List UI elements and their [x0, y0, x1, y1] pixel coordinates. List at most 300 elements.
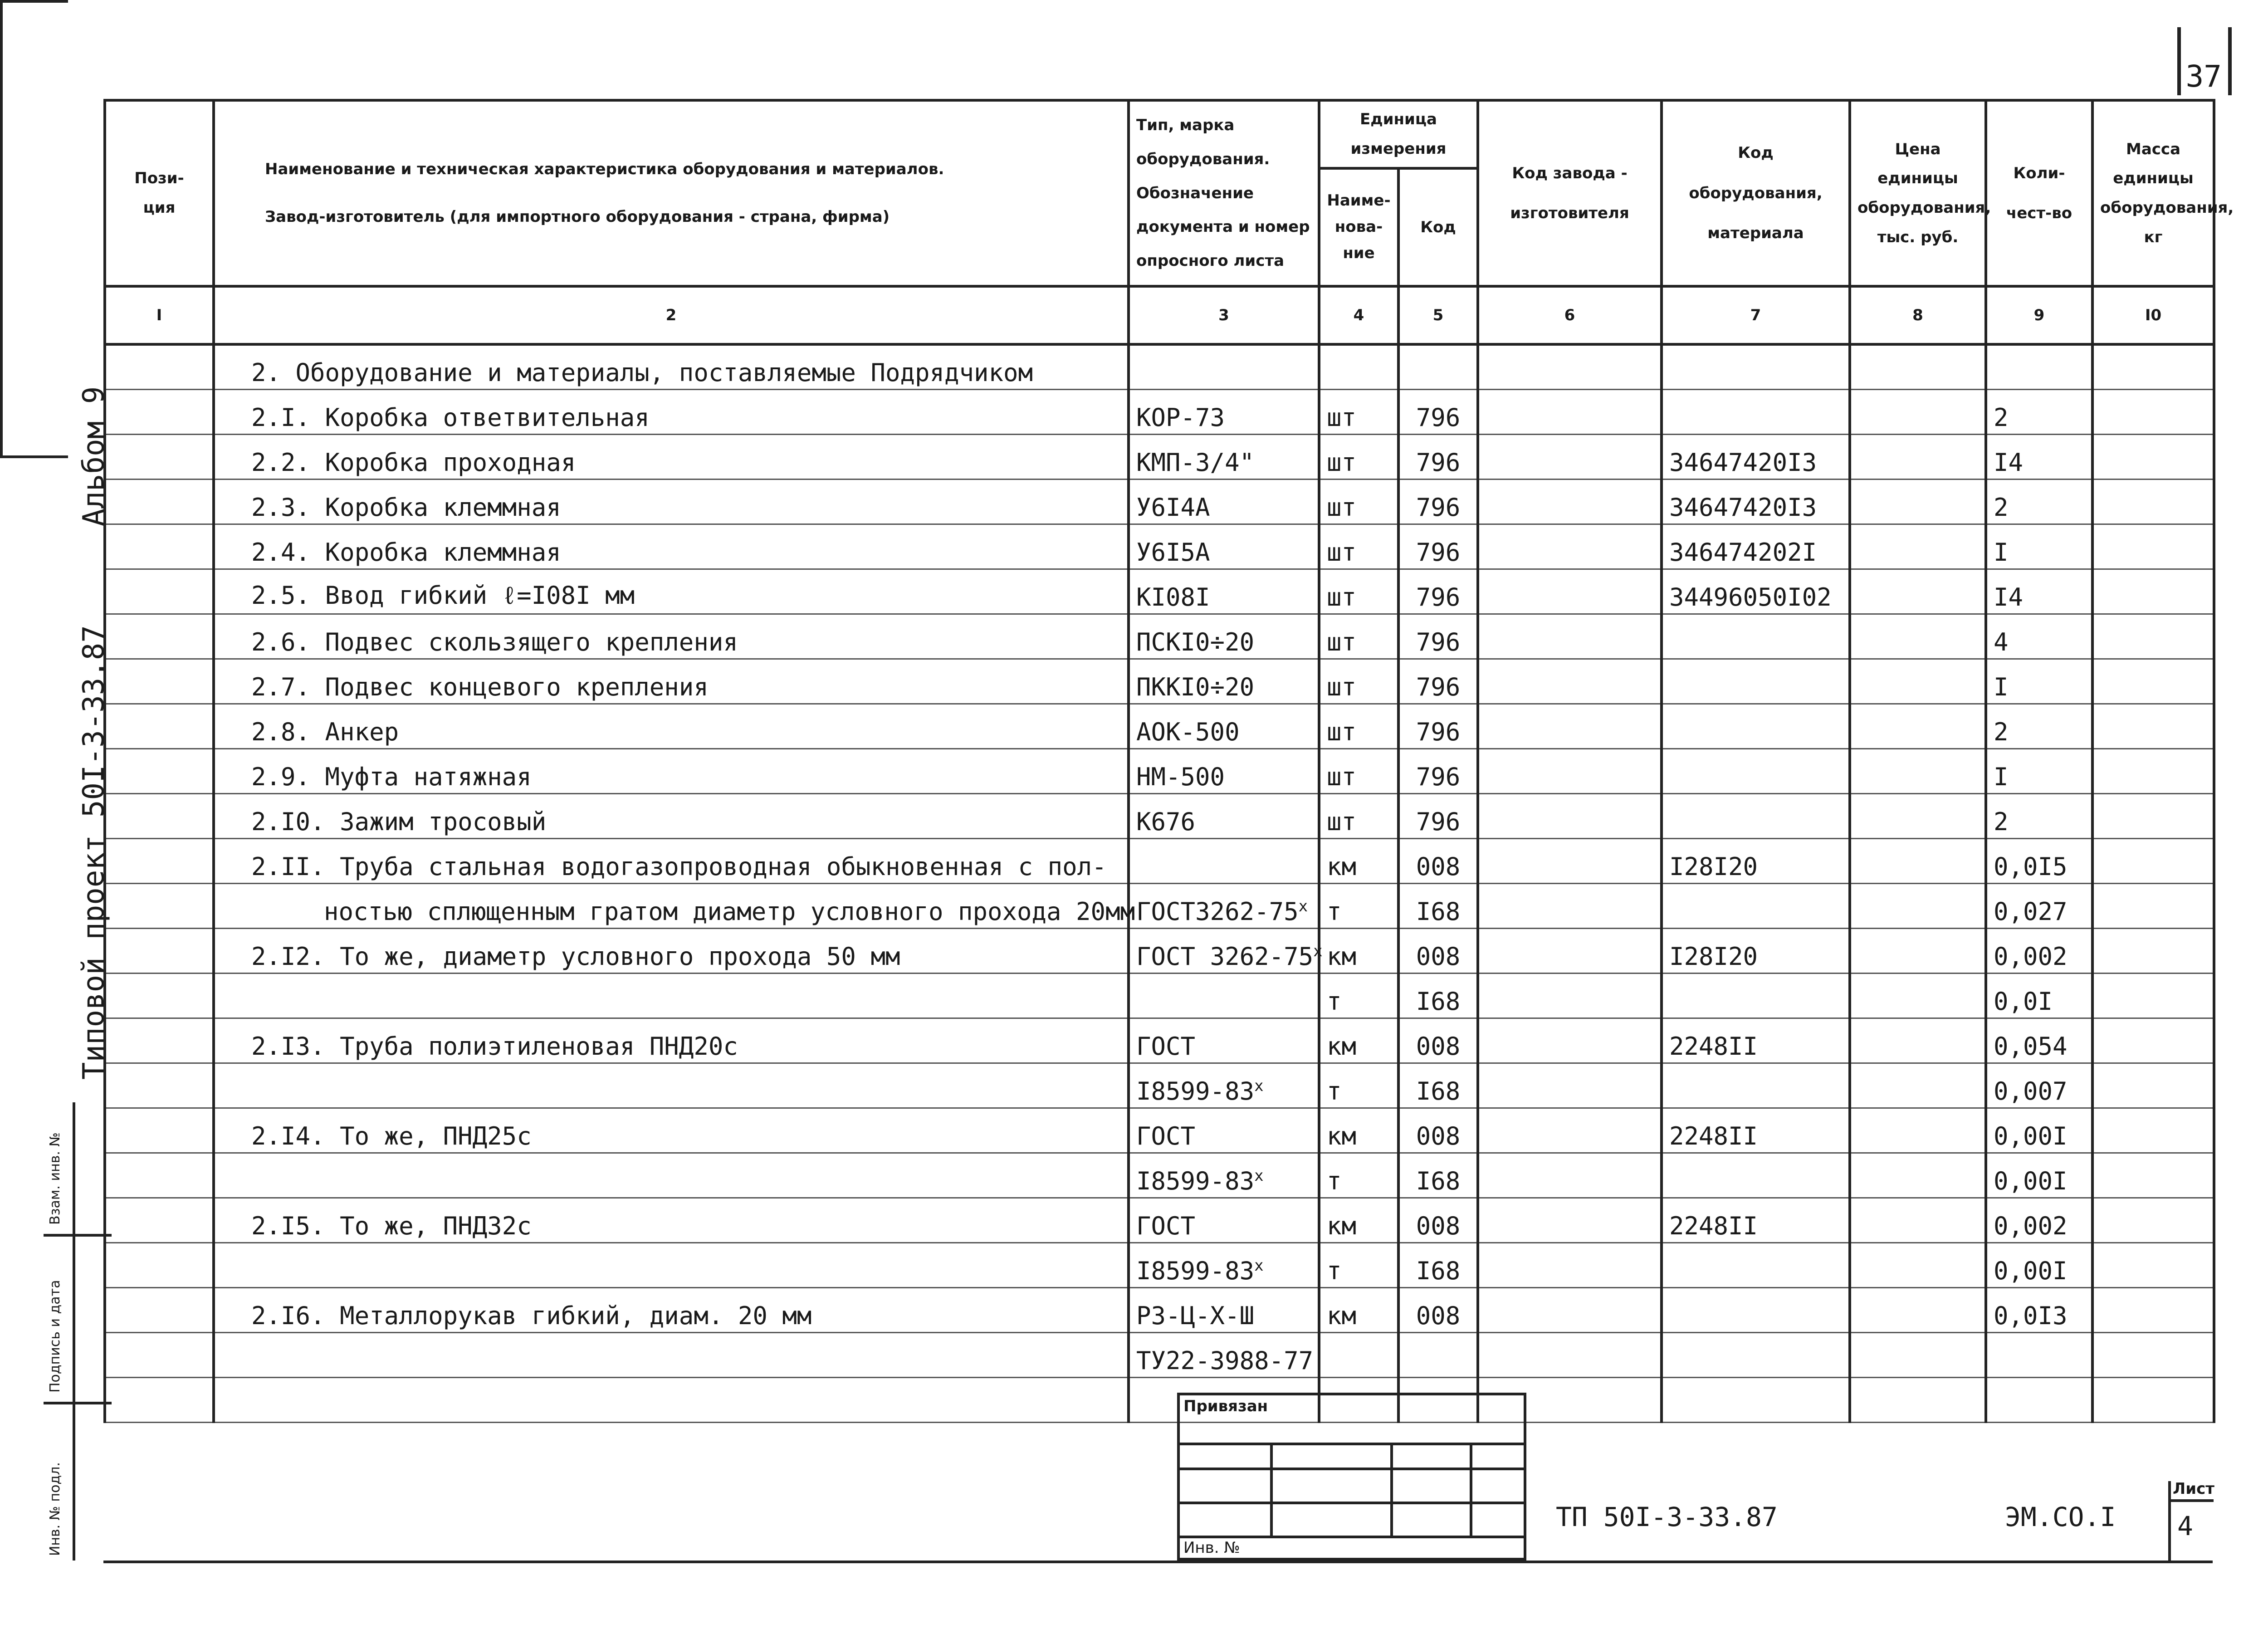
cell-pos [105, 569, 214, 614]
cell-code-text: I68 [1416, 1076, 1461, 1106]
cell-mfr [1478, 1063, 1662, 1108]
cell-unit-text: км [1327, 1032, 1357, 1061]
stamp-label-signature: Подпись и дата [47, 1280, 63, 1393]
cell-price [1850, 704, 1986, 749]
cell-qty-text: 2 [1994, 717, 2009, 746]
cell-pos [105, 434, 214, 479]
cell-price [1850, 838, 1986, 883]
cell-mfr [1478, 793, 1662, 838]
cell-unit [1319, 524, 1398, 569]
cell-unit-text: шт [1327, 448, 1357, 477]
cell-name [214, 524, 1129, 569]
cell-mfr [1478, 344, 1662, 389]
title-block-line [1177, 1536, 1526, 1538]
cell-qty-text: I [1994, 672, 2009, 701]
cell-mfr [1478, 524, 1662, 569]
cell-price [1850, 1377, 1986, 1422]
cell-pos [105, 344, 214, 389]
cell-code-text: 796 [1416, 627, 1461, 656]
stamp-divider [44, 1234, 112, 1237]
cell-qty [1986, 928, 2092, 973]
cell-mfr [1478, 928, 1662, 973]
col-header-qty: Коли-чест-во [1986, 100, 2092, 286]
cell-qty [1986, 793, 2092, 838]
cell-type-text: Р3-Ц-Х-Ш [1136, 1301, 1255, 1330]
cell-unit-text: шт [1327, 582, 1357, 612]
cell-unit [1319, 614, 1398, 659]
cell-price [1850, 569, 1986, 614]
col-header-name-line1: Наименование и техническая характеристика оборудования и материалов. [265, 160, 944, 179]
cell-unit [1319, 479, 1398, 524]
cell-type [1129, 659, 1319, 704]
cell-name-text: 2.3. Коробка клеммная [251, 493, 561, 522]
cell-type-text: АОК-500 [1136, 717, 1240, 746]
cell-equip [1662, 838, 1850, 883]
cell-mass [2092, 659, 2214, 704]
cell-qty-text: 0,054 [1994, 1032, 2068, 1061]
cell-code [1398, 1063, 1478, 1108]
cell-qty [1986, 479, 2092, 524]
cell-price [1850, 793, 1986, 838]
col-header-type: Тип, марка оборудования. Обозначение документа и номер опросного листа [1129, 100, 1319, 286]
cell-code [1398, 389, 1478, 434]
cell-equip [1662, 1377, 1850, 1422]
cell-price [1850, 1153, 1986, 1198]
cell-unit-text: шт [1327, 762, 1357, 791]
cell-mass [2092, 1243, 2214, 1287]
cell-code-text: 796 [1416, 538, 1461, 567]
cell-pos [105, 1198, 214, 1243]
column-number-row [105, 286, 2214, 344]
cell-equip [1662, 1108, 1850, 1153]
cell-code-text: 008 [1416, 1211, 1461, 1240]
cell-code [1398, 1243, 1478, 1287]
cell-equip-text: 346474202I [1669, 538, 1817, 567]
cell-pos [105, 389, 214, 434]
cell-mfr [1478, 569, 1662, 614]
cell-name [214, 1063, 1129, 1108]
cell-type-text: I8599-83 [1136, 1256, 1255, 1285]
cell-qty [1986, 614, 2092, 659]
cell-name-text: 2.I4. То же, ПНД25с [251, 1121, 532, 1150]
cell-equip [1662, 704, 1850, 749]
cell-price [1850, 524, 1986, 569]
cell-type [1129, 1332, 1319, 1377]
cell-qty [1986, 973, 2092, 1018]
cell-qty-text: 0,007 [1994, 1076, 2068, 1106]
cell-pos [105, 1332, 214, 1377]
cell-unit-text: т [1327, 987, 1342, 1016]
cell-mfr [1478, 1018, 1662, 1063]
cell-pos [105, 749, 214, 793]
cell-equip [1662, 883, 1850, 928]
cell-name-text: 2.7. Подвес концевого крепления [251, 672, 709, 701]
cell-mass [2092, 1108, 2214, 1153]
cell-type-text: ГОСТ [1136, 1211, 1196, 1240]
table-row [105, 1198, 2214, 1243]
stamp-divider [73, 1102, 75, 1561]
cell-qty-text: 0,002 [1994, 942, 2068, 971]
cell-unit-text: шт [1327, 807, 1357, 836]
cell-mass [2092, 704, 2214, 749]
column-number: 3 [1129, 286, 1319, 344]
cell-mfr [1478, 973, 1662, 1018]
margin-stamp [0, 0, 68, 458]
cell-code-text: I68 [1416, 987, 1461, 1016]
cell-mass [2092, 928, 2214, 973]
cell-equip [1662, 928, 1850, 973]
cell-code-text: 796 [1416, 448, 1461, 477]
cell-mass [2092, 524, 2214, 569]
table-row [105, 344, 2214, 389]
column-number: 4 [1319, 286, 1398, 344]
sheet-box-line [2168, 1499, 2214, 1502]
cell-qty-text: 0,0I3 [1994, 1301, 2068, 1330]
frame-bottom-line [103, 1561, 2213, 1563]
cell-qty [1986, 389, 2092, 434]
column-number: 6 [1478, 286, 1662, 344]
privyazan-label: Привязан [1183, 1397, 1268, 1415]
cell-unit-text: км [1327, 1301, 1357, 1330]
cell-equip [1662, 973, 1850, 1018]
cell-qty [1986, 749, 2092, 793]
cell-qty [1986, 569, 2092, 614]
cell-mass [2092, 749, 2214, 793]
cell-qty-text: 0,00I [1994, 1256, 2068, 1285]
title-block-line [1177, 1443, 1526, 1445]
cell-mass [2092, 479, 2214, 524]
cell-name [214, 1198, 1129, 1243]
cell-type [1129, 569, 1319, 614]
cell-equip-text: 2248II [1669, 1211, 1758, 1240]
col-header-name [214, 100, 1129, 286]
cell-mass [2092, 614, 2214, 659]
cell-mass [2092, 1377, 2214, 1422]
cell-code-text: I68 [1416, 1166, 1461, 1195]
cell-name-text: 2.II. Труба стальная водогазопроводная обыкновенная с пол- [251, 852, 1107, 881]
cell-mass [2092, 883, 2214, 928]
cell-price [1850, 434, 1986, 479]
cell-unit-text: шт [1327, 627, 1357, 656]
cell-mfr [1478, 1153, 1662, 1198]
cell-pos [105, 973, 214, 1018]
cell-qty [1986, 659, 2092, 704]
cell-code-text: 796 [1416, 762, 1461, 791]
table-row [105, 793, 2214, 838]
cell-name [214, 434, 1129, 479]
cell-mfr [1478, 838, 1662, 883]
cell-equip [1662, 659, 1850, 704]
cell-qty [1986, 1332, 2092, 1377]
cell-equip [1662, 614, 1850, 659]
cell-name-text: 2.4. Коробка клеммная [251, 538, 561, 567]
cell-code-text: 796 [1416, 717, 1461, 746]
cell-mass [2092, 1287, 2214, 1332]
cell-type [1129, 479, 1319, 524]
table-row [105, 524, 2214, 569]
cell-pos [105, 838, 214, 883]
cell-unit [1319, 1153, 1398, 1198]
cell-unit-text: км [1327, 852, 1357, 881]
cell-pos [105, 614, 214, 659]
cell-price [1850, 1018, 1986, 1063]
cell-code [1398, 1287, 1478, 1332]
cell-mfr [1478, 704, 1662, 749]
cell-code [1398, 749, 1478, 793]
cell-pos [105, 793, 214, 838]
table-row [105, 1287, 2214, 1332]
cell-code-text: 796 [1416, 493, 1461, 522]
cell-equip [1662, 1243, 1850, 1287]
cell-type-text: ГОСТ [1136, 1032, 1196, 1061]
cell-name-text: 2.6. Подвес скользящего крепления [251, 627, 738, 656]
table-row [105, 659, 2214, 704]
cell-type-text: НМ-500 [1136, 762, 1225, 791]
cell-pos [105, 883, 214, 928]
cell-type-superscript: x [1298, 897, 1308, 915]
cell-mfr [1478, 389, 1662, 434]
cell-equip [1662, 434, 1850, 479]
cell-code-text: 008 [1416, 942, 1461, 971]
cell-code [1398, 524, 1478, 569]
cell-equip [1662, 344, 1850, 389]
cell-unit [1319, 1108, 1398, 1153]
table-row [105, 1063, 2214, 1108]
cell-mfr [1478, 614, 1662, 659]
cell-name [214, 569, 1129, 614]
cell-pos [105, 1377, 214, 1422]
col-header-name-line2: Завод-изготовитель (для импортного оборудования - страна, фирма) [265, 208, 890, 226]
cell-type [1129, 1198, 1319, 1243]
cell-type-text: ТУ22-3988-77 [1136, 1346, 1314, 1375]
cell-unit-text: т [1327, 897, 1342, 926]
cell-name-text: 2.9. Муфта натяжная [251, 762, 532, 791]
cell-type [1129, 1153, 1319, 1198]
cell-unit [1319, 1287, 1398, 1332]
cell-type-superscript: x [1313, 942, 1323, 960]
table-row [105, 434, 2214, 479]
cell-qty-text: I4 [1994, 448, 2024, 477]
cell-type-superscript: x [1254, 1076, 1264, 1095]
page-number: 37 [2177, 27, 2232, 95]
cell-unit [1319, 389, 1398, 434]
cell-code [1398, 1332, 1478, 1377]
cell-name [214, 749, 1129, 793]
cell-mass [2092, 344, 2214, 389]
cell-equip [1662, 1198, 1850, 1243]
cell-mass [2092, 793, 2214, 838]
cell-type-text: У6I5А [1136, 538, 1210, 567]
cell-qty [1986, 883, 2092, 928]
cell-unit [1319, 1018, 1398, 1063]
cell-type-text: ПСКI0÷20 [1136, 627, 1255, 656]
cell-code [1398, 883, 1478, 928]
cell-pos [105, 524, 214, 569]
cell-name [214, 1377, 1129, 1422]
cell-qty-text: I4 [1994, 582, 2024, 612]
cell-mass [2092, 434, 2214, 479]
cell-mass [2092, 1198, 2214, 1243]
cell-name [214, 1108, 1129, 1153]
cell-qty-text: 2 [1994, 403, 2009, 432]
cell-type-text: У6I4А [1136, 493, 1210, 522]
cell-type-text: ПККI0÷20 [1136, 672, 1255, 701]
cell-price [1850, 479, 1986, 524]
cell-price [1850, 614, 1986, 659]
cell-price [1850, 749, 1986, 793]
cell-code-text: 796 [1416, 807, 1461, 836]
cell-unit-text: шт [1327, 403, 1357, 432]
table-row [105, 749, 2214, 793]
cell-mass [2092, 973, 2214, 1018]
cell-mfr [1478, 883, 1662, 928]
cell-mass [2092, 389, 2214, 434]
column-number: 7 [1662, 286, 1850, 344]
cell-qty [1986, 1018, 2092, 1063]
cell-qty [1986, 1063, 2092, 1108]
cell-unit [1319, 749, 1398, 793]
album-label: Альбом 9 [77, 386, 111, 526]
cell-type [1129, 883, 1319, 928]
cell-type-text: К676 [1136, 807, 1196, 836]
col-header-equip-code: Код оборудования, материала [1662, 100, 1850, 286]
cell-code [1398, 614, 1478, 659]
cell-unit-text: т [1327, 1256, 1342, 1285]
cell-equip-text: 34647420I3 [1669, 448, 1817, 477]
cell-price [1850, 659, 1986, 704]
cell-type [1129, 838, 1319, 883]
cell-unit-text: шт [1327, 672, 1357, 701]
cell-code [1398, 973, 1478, 1018]
cell-type-text: I8599-83 [1136, 1166, 1255, 1195]
cell-price [1850, 1198, 1986, 1243]
col-header-mfr-code: Код завода - изготовителя [1478, 100, 1662, 286]
stamp-label-replace: Взам. инв. № [47, 1132, 63, 1225]
document-mark: ЭМ.СО.I [2005, 1502, 2116, 1532]
cell-code [1398, 1198, 1478, 1243]
cell-name-text: 2.8. Анкер [251, 717, 399, 746]
cell-qty [1986, 1153, 2092, 1198]
cell-price [1850, 389, 1986, 434]
cell-qty-text: I [1994, 762, 2009, 791]
cell-mass [2092, 1063, 2214, 1108]
cell-mfr [1478, 659, 1662, 704]
table-row [105, 1108, 2214, 1153]
cell-code [1398, 1018, 1478, 1063]
sheet-label: Лист [2173, 1480, 2214, 1498]
cell-type [1129, 928, 1323, 973]
cell-qty-text: 0,002 [1994, 1211, 2068, 1240]
cell-equip-text: 34496050I02 [1669, 582, 1832, 612]
cell-mass [2092, 1153, 2214, 1198]
cell-pos [105, 1063, 214, 1108]
cell-equip [1662, 389, 1850, 434]
cell-mfr [1478, 1108, 1662, 1153]
cell-price [1850, 1287, 1986, 1332]
cell-unit [1319, 1063, 1398, 1108]
cell-name-text: 2.I0. Зажим тросовый [251, 807, 547, 836]
cell-equip-text: 2248II [1669, 1032, 1758, 1061]
cell-qty-text: 2 [1994, 807, 2009, 836]
cell-mfr [1478, 479, 1662, 524]
cell-type-superscript: x [1254, 1256, 1264, 1275]
specification-table [103, 99, 2234, 1423]
cell-name-text: ностью сплющенным гратом диаметр условного прохода 20мм [324, 897, 1135, 926]
cell-code [1398, 569, 1478, 614]
cell-unit [1319, 434, 1398, 479]
cell-name [214, 973, 1129, 1018]
col-header-price: Цена единицы оборудования, тыс. руб. [1850, 100, 1986, 286]
title-block-line [1390, 1443, 1393, 1536]
cell-type-text: ГОСТ3262-75 [1136, 897, 1299, 926]
cell-unit-text: шт [1327, 493, 1357, 522]
cell-code [1398, 1108, 1478, 1153]
cell-code [1398, 838, 1478, 883]
table-row [105, 569, 2214, 614]
cell-name-text: 2. Оборудование и материалы, поставляемые Подрядчиком [251, 358, 1033, 387]
cell-price [1850, 1332, 1986, 1377]
cell-type-text: КI08I [1136, 582, 1210, 612]
cell-unit [1319, 1332, 1398, 1377]
cell-qty [1986, 344, 2092, 389]
table-row [105, 479, 2214, 524]
cell-unit [1319, 704, 1398, 749]
cell-pos [105, 659, 214, 704]
cell-pos [105, 1243, 214, 1287]
stamp-label-inventory: Инв. № подл. [47, 1462, 63, 1556]
cell-qty [1986, 1108, 2092, 1153]
cell-type [1129, 614, 1319, 659]
table-row [105, 614, 2214, 659]
cell-name [214, 479, 1129, 524]
cell-name-text: 2.I2. То же, диаметр условного прохода 50 мм [251, 942, 900, 971]
cell-code-text: 008 [1416, 852, 1461, 881]
cell-code-text: 796 [1416, 582, 1461, 612]
cell-price [1850, 883, 1986, 928]
cell-code-text: I68 [1416, 1256, 1461, 1285]
col-header-unit-name: Наиме-нова-ние [1319, 168, 1398, 286]
cell-unit-text: т [1327, 1166, 1342, 1195]
cell-unit-text: км [1327, 1121, 1357, 1150]
cell-unit [1319, 569, 1398, 614]
cell-qty-text: 0,00I [1994, 1121, 2068, 1150]
cell-type [1129, 1243, 1319, 1287]
cell-type-text: КМП-3/4" [1136, 448, 1255, 477]
cell-type [1129, 749, 1319, 793]
cell-unit [1319, 838, 1398, 883]
cell-qty-text: I [1994, 538, 2009, 567]
cell-equip [1662, 479, 1850, 524]
cell-code [1398, 793, 1478, 838]
cell-type [1129, 973, 1319, 1018]
cell-name [214, 838, 1129, 883]
cell-name [214, 614, 1129, 659]
cell-type [1129, 524, 1319, 569]
cell-type-text: ГОСТ 3262-75 [1136, 942, 1314, 971]
cell-pos [105, 1153, 214, 1198]
cell-type [1129, 1287, 1319, 1332]
cell-unit [1319, 344, 1398, 389]
cell-pos [105, 704, 214, 749]
cell-qty-text: 0,027 [1994, 897, 2068, 926]
cell-qty [1986, 1377, 2092, 1422]
cell-qty-text: 2 [1994, 493, 2009, 522]
cell-pos [105, 928, 214, 973]
cell-unit [1319, 928, 1398, 973]
cell-name [214, 928, 1129, 973]
cell-pos [105, 1108, 214, 1153]
table-row [105, 704, 2214, 749]
